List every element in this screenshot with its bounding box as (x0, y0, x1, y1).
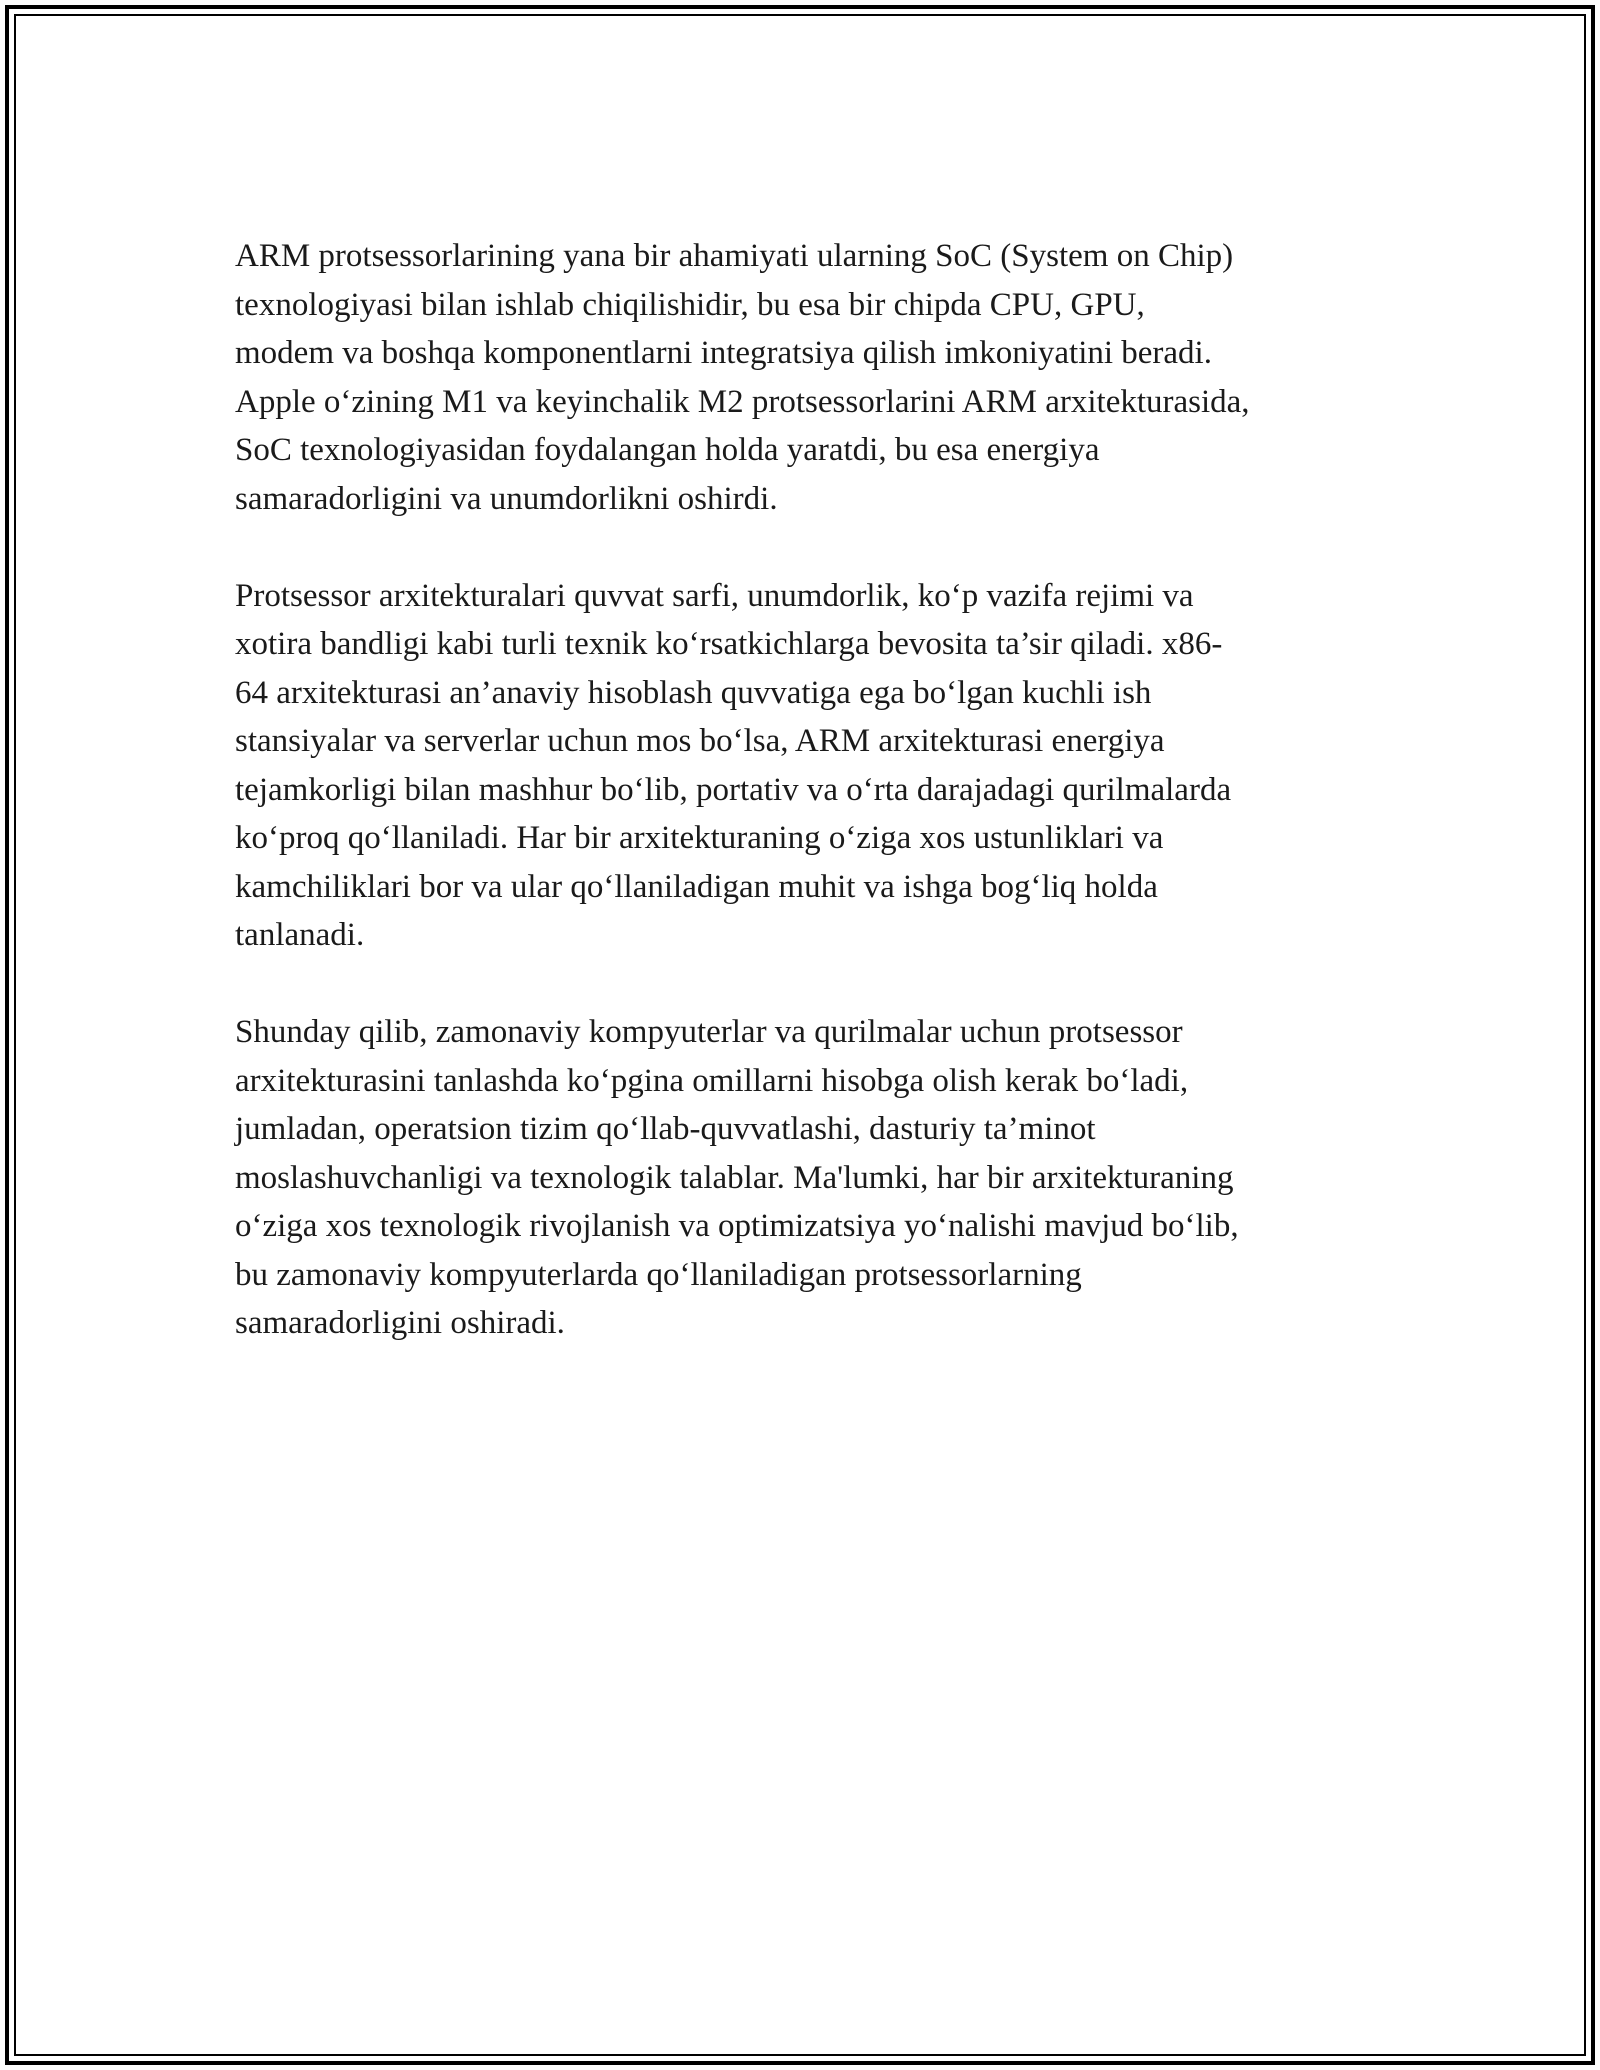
paragraph-2 (235, 572, 1385, 960)
paragraph-3 (235, 1008, 1385, 1348)
document-body (235, 232, 1385, 1396)
text-line: samaradorligini oshiradi. (235, 1305, 565, 1341)
text-line: SoC texnologiyasidan foydalangan holda yaratdi, bu esa energiya (235, 432, 1100, 468)
text-line: o‘ziga xos texnologik rivojlanish va optimizatsiya yo‘nalishi mavjud bo‘lib, (235, 1208, 1239, 1244)
text-line: texnologiyasi bilan ishlab chiqilishidir, bu esa bir chipda CPU, GPU, (235, 286, 1145, 323)
text-line: Apple o‘zining M1 va keyinchalik M2 protsessorlarini ARM arxitekturasida, (235, 383, 1250, 420)
text-line: modem va boshqa komponentlarni integratsiya qilish imkoniyatini beradi. (235, 335, 1212, 371)
text-line: Protsessor arxitekturalari quvvat sarfi, unumdorlik, ko‘p vazifa rejimi va (235, 577, 1194, 614)
text-line: jumladan, operatsion tizim qo‘llab-quvvatlashi, dasturiy ta’minot (235, 1111, 1096, 1147)
text-line: stansiyalar va serverlar uchun mos bo‘lsa, ARM arxitekturasi energiya (235, 723, 1165, 759)
text-line: moslashuvchanligi va texnologik talablar. Ma'lumki, har bir arxitekturaning (235, 1159, 1234, 1196)
text-line: tejamkorligi bilan mashhur bo‘lib, portativ va o‘rta darajadagi qurilmalarda (235, 771, 1232, 808)
text-line: ARM protsessorlarining yana bir ahamiyati ularning SoC (System on Chip) (235, 238, 1234, 274)
text-line: tanlanadi. (235, 917, 365, 953)
text-line: 64 arxitekturasi an’anaviy hisoblash quvvatiga ega bo‘lgan kuchli ish (235, 674, 1152, 711)
text-line: xotira bandligi kabi turli texnik ko‘rsatkichlarga bevosita ta’sir qiladi. x86- (235, 626, 1223, 662)
text-line: Shunday qilib, zamonaviy kompyuterlar va qurilmalar uchun protsessor (235, 1014, 1183, 1050)
text-line: kamchiliklari bor va ular qo‘llaniladigan muhit va ishga bog‘liq holda (235, 868, 1158, 905)
text-line: arxitekturasini tanlashda ko‘pgina omillarni hisobga olish kerak bo‘ladi, (235, 1062, 1189, 1099)
text-line: samaradorligini va unumdorlikni oshirdi. (235, 480, 778, 517)
text-line: ko‘proq qo‘llaniladi. Har bir arxitekturaning o‘ziga xos ustunliklari va (235, 820, 1164, 856)
text-line: bu zamonaviy kompyuterlarda qo‘llaniladigan protsessorlarning (235, 1256, 1082, 1293)
paragraph-1 (235, 232, 1385, 523)
